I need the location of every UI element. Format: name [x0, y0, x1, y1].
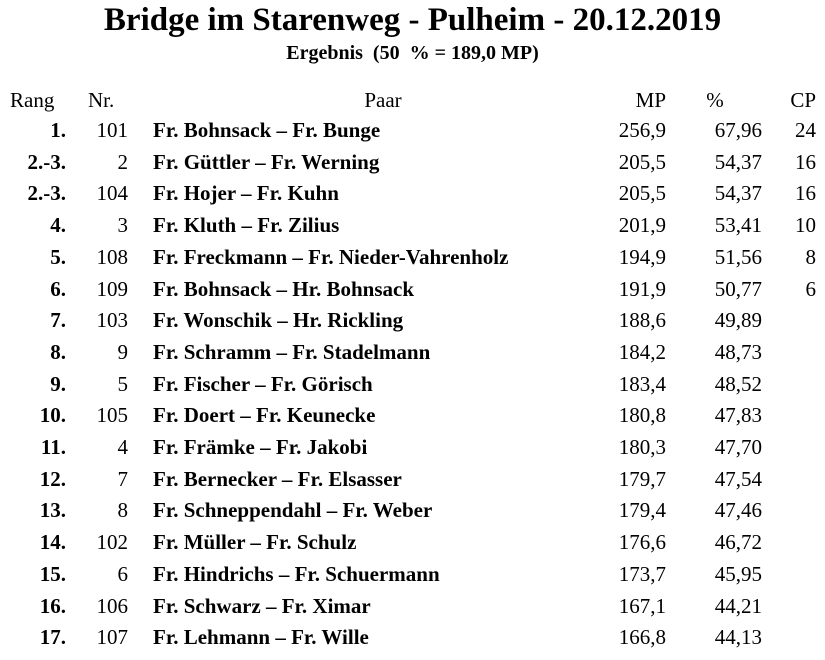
- pair-cell: Fr. Hindrichs – Fr. Schuermann: [153, 561, 440, 586]
- rank-cell: 9.: [50, 371, 66, 396]
- pair-cell: Fr. Främke – Fr. Jakobi: [153, 435, 368, 459]
- mp-cell: 179,7: [618, 466, 666, 491]
- percent-cell: 47,83: [714, 403, 762, 428]
- number-cell: 5: [117, 371, 128, 396]
- rank-cell: 15.: [39, 561, 66, 586]
- rank-cell: 1.: [50, 118, 66, 142]
- pair-cell: Fr. Bohnsack – Hr. Bohnsack: [153, 276, 415, 301]
- table-row: [0, 305, 825, 336]
- table-row: [0, 591, 825, 622]
- pair-cell: Fr. Freckmann – Fr. Nieder-Vahrenholz: [153, 244, 509, 269]
- table-row: [0, 337, 825, 368]
- mp-cell: 183,4: [618, 371, 666, 396]
- mp-cell: 256,9: [618, 118, 666, 142]
- percent-cell: 47,70: [714, 435, 762, 459]
- header-nr: Nr.: [88, 88, 115, 112]
- cp-cell: 24: [795, 118, 816, 142]
- mp-cell: 176,6: [618, 530, 666, 555]
- table-row: [0, 242, 825, 273]
- mp-cell: 191,9: [618, 276, 666, 301]
- rank-cell: 7.: [50, 308, 66, 333]
- table-row: [0, 464, 825, 495]
- rank-cell: 17.: [39, 625, 66, 650]
- mp-cell: 205,5: [618, 181, 666, 206]
- number-cell: 108: [96, 244, 128, 269]
- percent-cell: 54,37: [714, 181, 762, 206]
- rank-cell: 5.: [50, 244, 66, 269]
- number-cell: 102: [96, 530, 128, 555]
- pair-cell: Fr. Wonschik – Hr. Rickling: [153, 308, 404, 333]
- number-cell: 9: [117, 339, 128, 364]
- pair-cell: Fr. Müller – Fr. Schulz: [153, 530, 357, 555]
- percent-cell: 45,95: [714, 561, 762, 586]
- percent-cell: 50,77: [714, 276, 762, 301]
- percent-cell: 49,89: [714, 308, 762, 333]
- number-cell: 109: [96, 276, 128, 301]
- mp-cell: 179,4: [618, 498, 666, 523]
- percent-cell: 47,46: [714, 498, 762, 523]
- table-row: [0, 147, 825, 178]
- percent-cell: 48,52: [714, 371, 762, 396]
- cp-cell: 6: [805, 276, 816, 301]
- mp-cell: 180,3: [618, 435, 666, 459]
- header-paar: Paar: [364, 88, 402, 112]
- number-cell: 104: [96, 181, 128, 206]
- cp-cell: 8: [805, 244, 816, 269]
- rank-cell: 6.: [50, 276, 66, 301]
- pair-cell: Fr. Lehmann – Fr. Wille: [153, 625, 369, 650]
- number-cell: 106: [96, 593, 128, 618]
- table-row: [0, 622, 825, 653]
- rank-cell: 12.: [39, 466, 66, 491]
- mp-cell: 205,5: [618, 149, 666, 174]
- cp-cell: 10: [795, 213, 816, 238]
- pair-cell: Fr. Hojer – Fr. Kuhn: [153, 181, 339, 206]
- pair-cell: Fr. Kluth – Fr. Zilius: [153, 213, 340, 238]
- header-mp: MP: [635, 88, 666, 112]
- table-row: [0, 115, 825, 146]
- percent-cell: 54,37: [714, 149, 762, 174]
- mp-cell: 167,1: [618, 593, 666, 618]
- mp-cell: 194,9: [618, 244, 666, 269]
- table-row: [0, 210, 825, 241]
- percent-cell: 51,56: [714, 244, 762, 269]
- table-row: [0, 495, 825, 526]
- table-row: [0, 274, 825, 305]
- rank-cell: 16.: [39, 593, 66, 618]
- mp-cell: 180,8: [618, 403, 666, 428]
- page-title: Bridge im Starenweg - Pulheim - 20.12.2019: [103, 2, 722, 38]
- number-cell: 6: [117, 561, 128, 586]
- number-cell: 105: [96, 403, 128, 428]
- percent-cell: 67,96: [714, 118, 762, 142]
- pair-cell: Fr. Fischer – Fr. Görisch: [153, 371, 373, 396]
- rank-cell: 13.: [39, 498, 66, 523]
- number-cell: 8: [117, 498, 128, 523]
- number-cell: 103: [96, 308, 128, 333]
- rank-cell: 4.: [50, 213, 66, 238]
- number-cell: 101: [96, 118, 128, 142]
- rank-cell: 14.: [39, 530, 66, 555]
- pair-cell: Fr. Schramm – Fr. Stadelmann: [153, 339, 431, 364]
- rank-cell: 11.: [40, 435, 66, 459]
- number-cell: 2: [117, 149, 128, 174]
- table-row: [0, 369, 825, 400]
- header-cp: CP: [790, 88, 816, 112]
- mp-cell: 173,7: [618, 561, 666, 586]
- pair-cell: Fr. Bohnsack – Fr. Bunge: [153, 118, 381, 142]
- percent-cell: 44,21: [714, 593, 762, 618]
- rank-cell: 10.: [39, 403, 66, 428]
- header-percent: %: [706, 88, 724, 112]
- number-cell: 7: [117, 466, 128, 491]
- header-rang: Rang: [10, 88, 55, 112]
- rank-cell: 2.-3.: [27, 181, 66, 206]
- table-row: [0, 432, 825, 463]
- pair-cell: Fr. Bernecker – Fr. Elsasser: [153, 466, 402, 491]
- rank-cell: 8.: [50, 339, 66, 364]
- percent-cell: 47,54: [714, 466, 762, 491]
- percent-cell: 53,41: [714, 213, 762, 238]
- mp-cell: 184,2: [618, 339, 666, 364]
- mp-cell: 166,8: [618, 625, 666, 650]
- cp-cell: 16: [795, 181, 816, 206]
- number-cell: 3: [117, 213, 128, 238]
- table-row: [0, 178, 825, 209]
- percent-cell: 46,72: [714, 530, 762, 555]
- percent-cell: 44,13: [714, 625, 762, 650]
- mp-cell: 201,9: [618, 213, 666, 238]
- table-row: [0, 400, 825, 431]
- cp-cell: 16: [795, 149, 816, 174]
- number-cell: 107: [96, 625, 128, 650]
- table-row: [0, 559, 825, 590]
- page-subtitle: Ergebnis (50 % = 189,0 MP): [286, 42, 539, 64]
- table-row: [0, 527, 825, 558]
- pair-cell: Fr. Doert – Fr. Keunecke: [153, 403, 376, 428]
- rank-cell: 2.-3.: [27, 149, 66, 174]
- pair-cell: Fr. Schwarz – Fr. Ximar: [153, 593, 371, 618]
- percent-cell: 48,73: [714, 339, 762, 364]
- pair-cell: Fr. Güttler – Fr. Werning: [153, 149, 380, 174]
- mp-cell: 188,6: [618, 308, 666, 333]
- pair-cell: Fr. Schneppendahl – Fr. Weber: [153, 498, 433, 523]
- number-cell: 4: [117, 435, 128, 459]
- table-header: [0, 86, 825, 114]
